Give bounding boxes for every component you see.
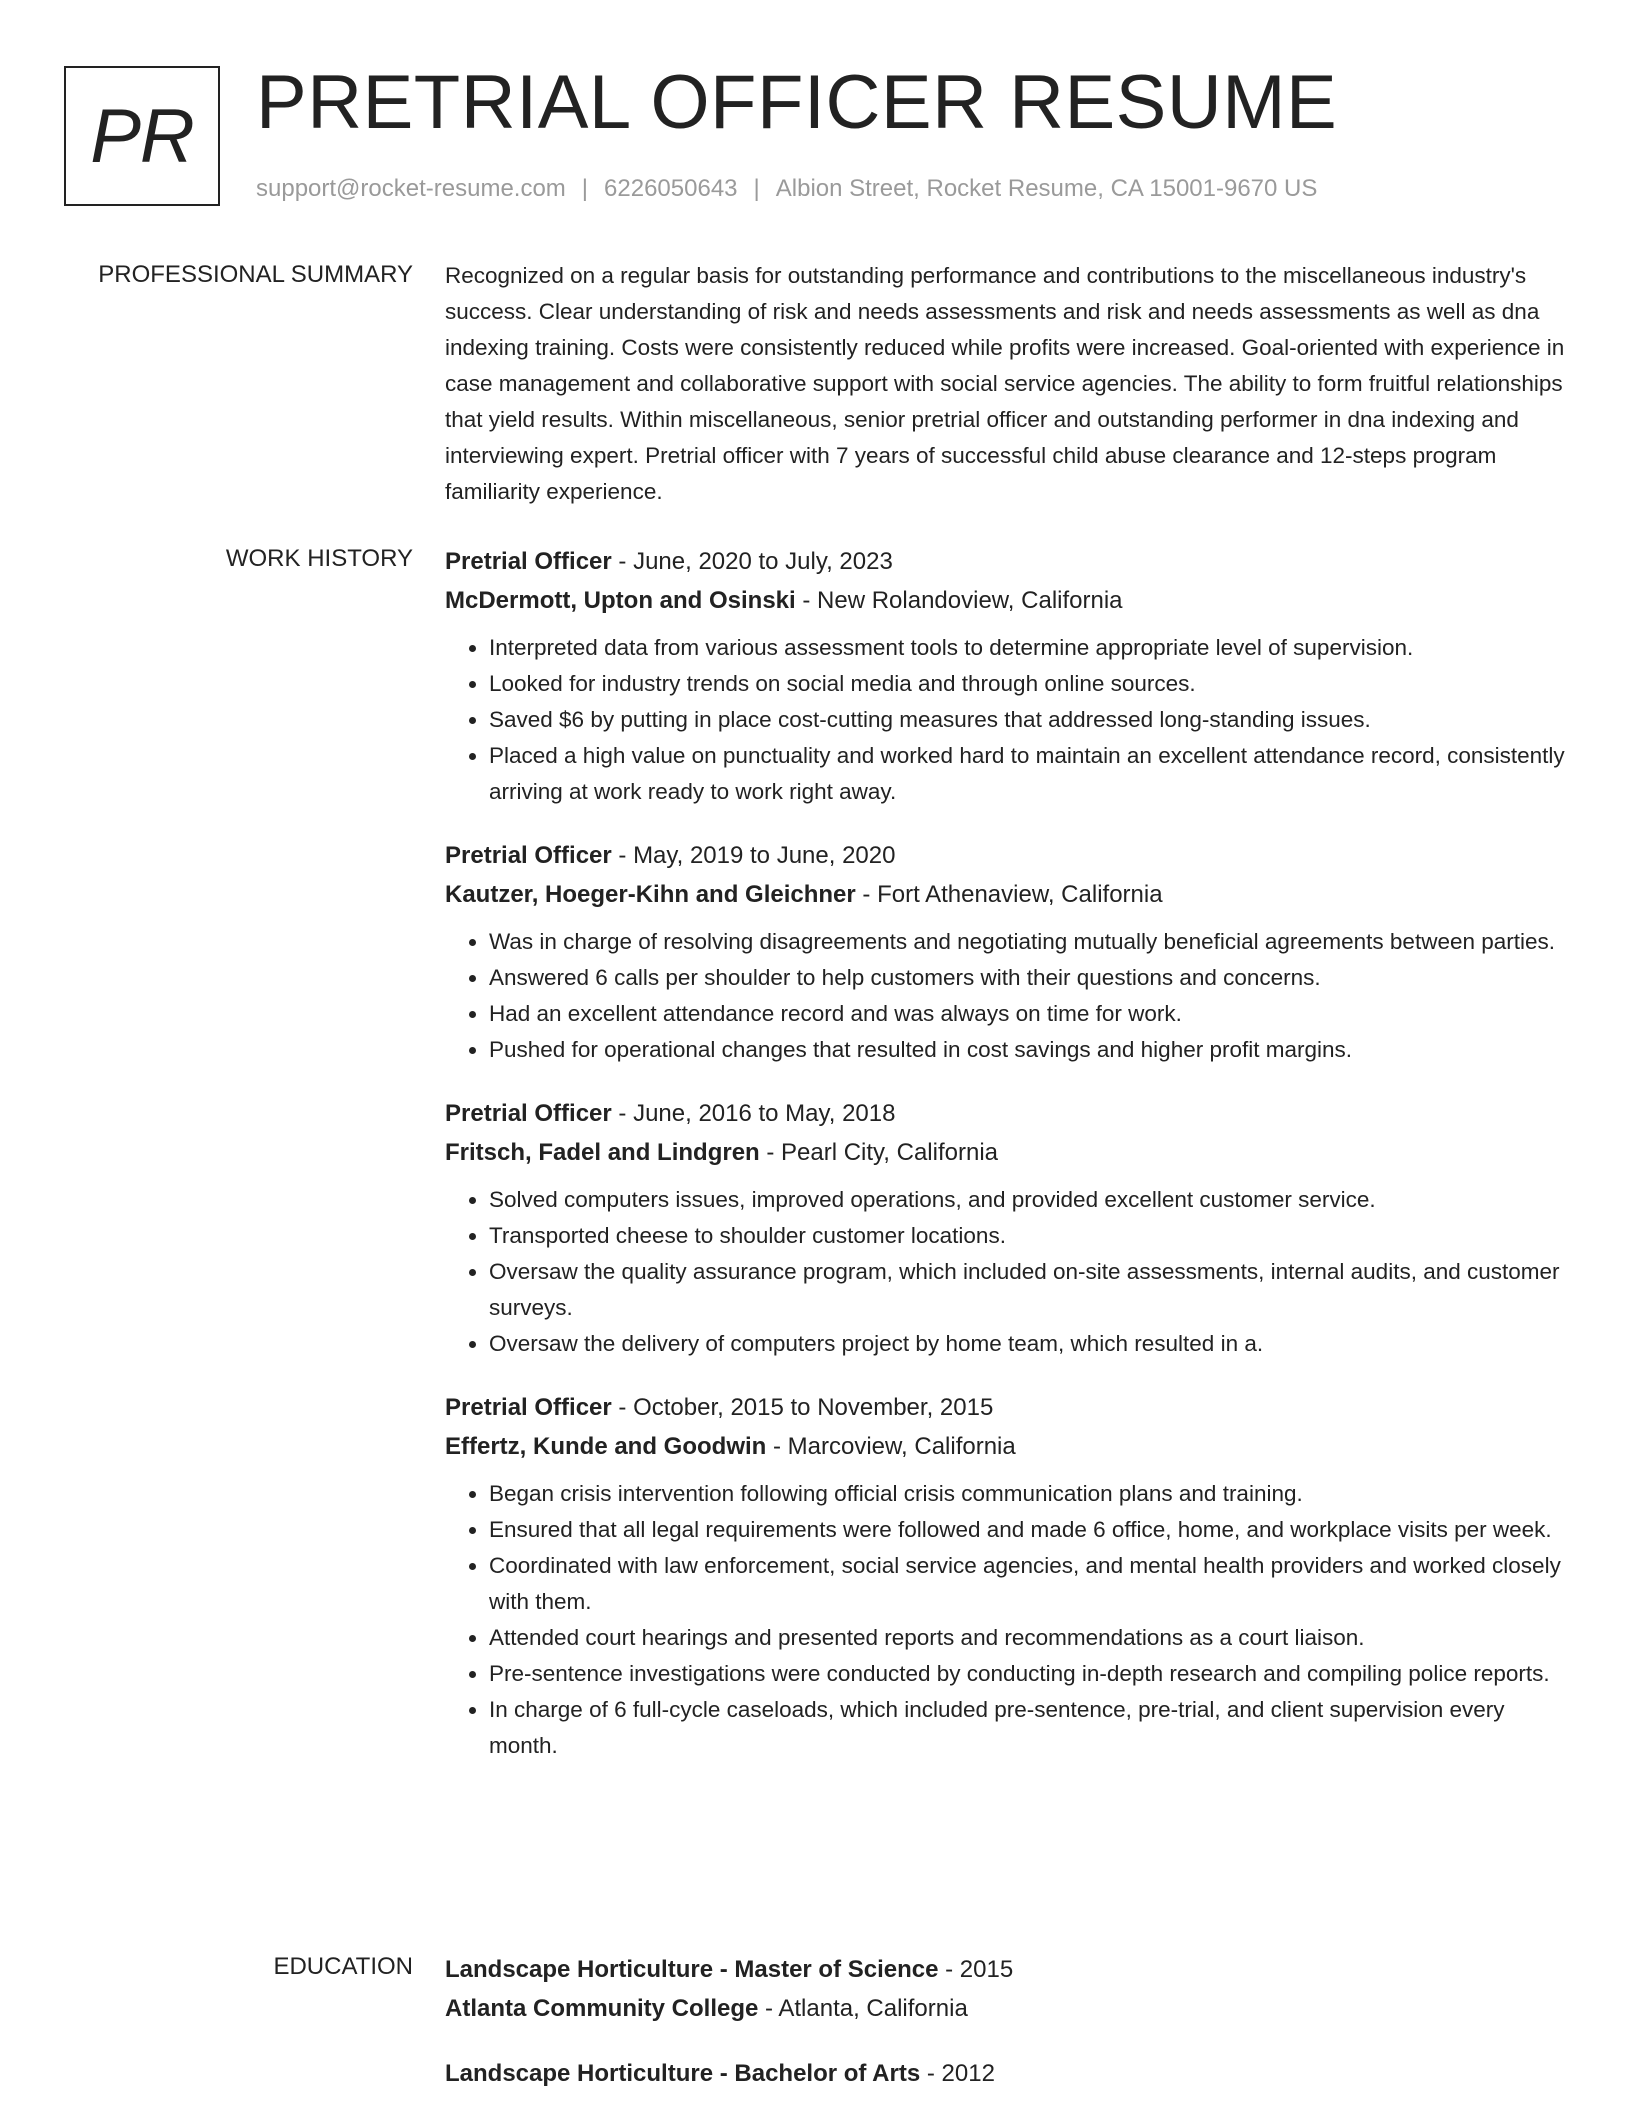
education-degree-line: [445, 1950, 1575, 1989]
job-title-line: [445, 542, 1575, 581]
education-school: Atlanta Community College: [445, 1995, 759, 2022]
job-bullet: • Transported cheese to shoulder customer locations.: [489, 1218, 1575, 1254]
job-title: Pretrial Officer: [445, 842, 612, 869]
job-bullet: • Saved $6 by putting in place cost-cutting measures that addressed long-standing issues.: [489, 702, 1575, 738]
education-school-line: [445, 1989, 1575, 2028]
job-company-line: [445, 1427, 1575, 1466]
job-title: Pretrial Officer: [445, 1394, 612, 1421]
job-bullet: • Interpreted data from various assessment tools to determine appropriate level of supervision.: [489, 630, 1575, 666]
job-company-line: [445, 1133, 1575, 1172]
job-bullet: • Began crisis intervention following official crisis communication plans and training.: [489, 1476, 1575, 1512]
job-company: Fritsch, Fadel and Lindgren: [445, 1139, 760, 1166]
education-degree: Landscape Horticulture - Bachelor of Arts: [445, 2060, 921, 2087]
job-bullet: • Attended court hearings and presented reports and recommendations as a court liaison.: [489, 1620, 1575, 1656]
section-label-summary: PROFESSIONAL SUMMARY: [98, 261, 413, 288]
job-title-line: [445, 1388, 1575, 1427]
job-bullets: [445, 1182, 1575, 1362]
education-entry: [445, 1950, 1575, 2028]
education-year: - 2015: [938, 1956, 1014, 1983]
job-bullet: • Solved computers issues, improved operations, and provided excellent customer service.: [489, 1182, 1575, 1218]
job-bullets: [445, 1476, 1575, 1764]
resume-title: PRETRIAL OFFICER RESUME: [256, 60, 1338, 145]
education-section: [445, 1950, 1575, 2119]
job-bullet: • Pre-sentence investigations were conducted by conducting in-depth research and compiling police reports.: [489, 1656, 1575, 1692]
summary-text: Recognized on a regular basis for outstanding performance and contributions to the miscellaneous industry's success. Clear understanding of risk and needs assessments and risk and needs assessments as well as dna indexing training. Costs were consistently reduced while profits were increased. Goal-oriented with experience in case management and collaborative support with social service agencies. The ability to form fruitful relationships that yield results. Within miscellaneous, senior pretrial officer and outstanding performer in dna indexing and interviewing expert. Pretrial officer with 7 years of successful child abuse clearance and 12-steps program familiarity experience.: [445, 263, 1565, 504]
job-bullet: • Looked for industry trends on social media and through online sources.: [489, 666, 1575, 702]
education-degree-line: [445, 2054, 1575, 2093]
education-entry: [445, 2054, 1575, 2093]
job-bullets: [445, 924, 1575, 1068]
job-company-line: [445, 581, 1575, 620]
summary-section: [445, 258, 1575, 510]
job-dates: - October, 2015 to November, 2015: [611, 1394, 994, 1421]
job-dates: - June, 2020 to July, 2023: [611, 548, 893, 575]
job-bullets: [445, 630, 1575, 810]
education-year: - 2012: [920, 2060, 995, 2087]
job-entry: [445, 1094, 1575, 1362]
job-bullet: • Placed a high value on punctuality and worked hard to maintain an excellent attendance record, consistently arriving at work ready to work right away.: [489, 738, 1575, 810]
job-location: - Marcoview, California: [766, 1433, 1016, 1460]
job-dates: - June, 2016 to May, 2018: [611, 1100, 896, 1127]
job-company: Kautzer, Hoeger-Kihn and Gleichner: [445, 881, 856, 908]
job-bullet: • Had an excellent attendance record and was always on time for work.: [489, 996, 1575, 1032]
job-entry: [445, 836, 1575, 1068]
contact-address: Albion Street, Rocket Resume, CA 15001-9670 US: [775, 175, 1318, 202]
job-bullet: • Was in charge of resolving disagreements and negotiating mutually beneficial agreements between parties.: [489, 924, 1575, 960]
job-dates: - May, 2019 to June, 2020: [611, 842, 896, 869]
job-bullet: • Answered 6 calls per shoulder to help customers with their questions and concerns.: [489, 960, 1575, 996]
job-title-line: [445, 836, 1575, 875]
job-entry: [445, 542, 1575, 810]
work-history-section: [445, 542, 1575, 1790]
job-bullet: • Oversaw the delivery of computers project by home team, which resulted in a.: [489, 1326, 1575, 1362]
job-bullet: • In charge of 6 full-cycle caseloads, which included pre-sentence, pre-trial, and client supervision every month.: [489, 1692, 1575, 1764]
job-title: Pretrial Officer: [445, 1100, 612, 1127]
monogram-initials: PR: [90, 93, 194, 179]
education-location: - Atlanta, California: [758, 1995, 968, 2022]
monogram-box: [64, 66, 220, 206]
job-title-line: [445, 1094, 1575, 1133]
job-title: Pretrial Officer: [445, 548, 612, 575]
job-location: - Fort Athenaview, California: [855, 881, 1163, 908]
section-label-education: EDUCATION: [273, 1953, 413, 1980]
job-bullet: • Oversaw the quality assurance program, which included on-site assessments, internal audits, and customer surveys.: [489, 1254, 1575, 1326]
contact-email[interactable]: support@rocket-resume.com: [256, 175, 566, 202]
contact-separator: |: [753, 175, 760, 202]
job-company: Effertz, Kunde and Goodwin: [445, 1433, 767, 1460]
contact-phone[interactable]: 6226050643: [604, 175, 738, 202]
job-company-line: [445, 875, 1575, 914]
contact-line: [256, 174, 1317, 204]
job-bullet: • Ensured that all legal requirements were followed and made 6 office, home, and workplace visits per week.: [489, 1512, 1575, 1548]
contact-separator: |: [581, 175, 589, 202]
job-entry: [445, 1388, 1575, 1764]
job-company: McDermott, Upton and Osinski: [445, 587, 796, 614]
job-bullet: • Pushed for operational changes that resulted in cost savings and higher profit margins.: [489, 1032, 1575, 1068]
job-bullet: • Coordinated with law enforcement, social service agencies, and mental health providers and worked closely with them.: [489, 1548, 1575, 1620]
job-location: - New Rolandoview, California: [795, 587, 1123, 614]
job-location: - Pearl City, California: [759, 1139, 998, 1166]
section-label-work-history: WORK HISTORY: [225, 545, 413, 572]
education-degree: Landscape Horticulture - Master of Science: [445, 1956, 939, 1983]
